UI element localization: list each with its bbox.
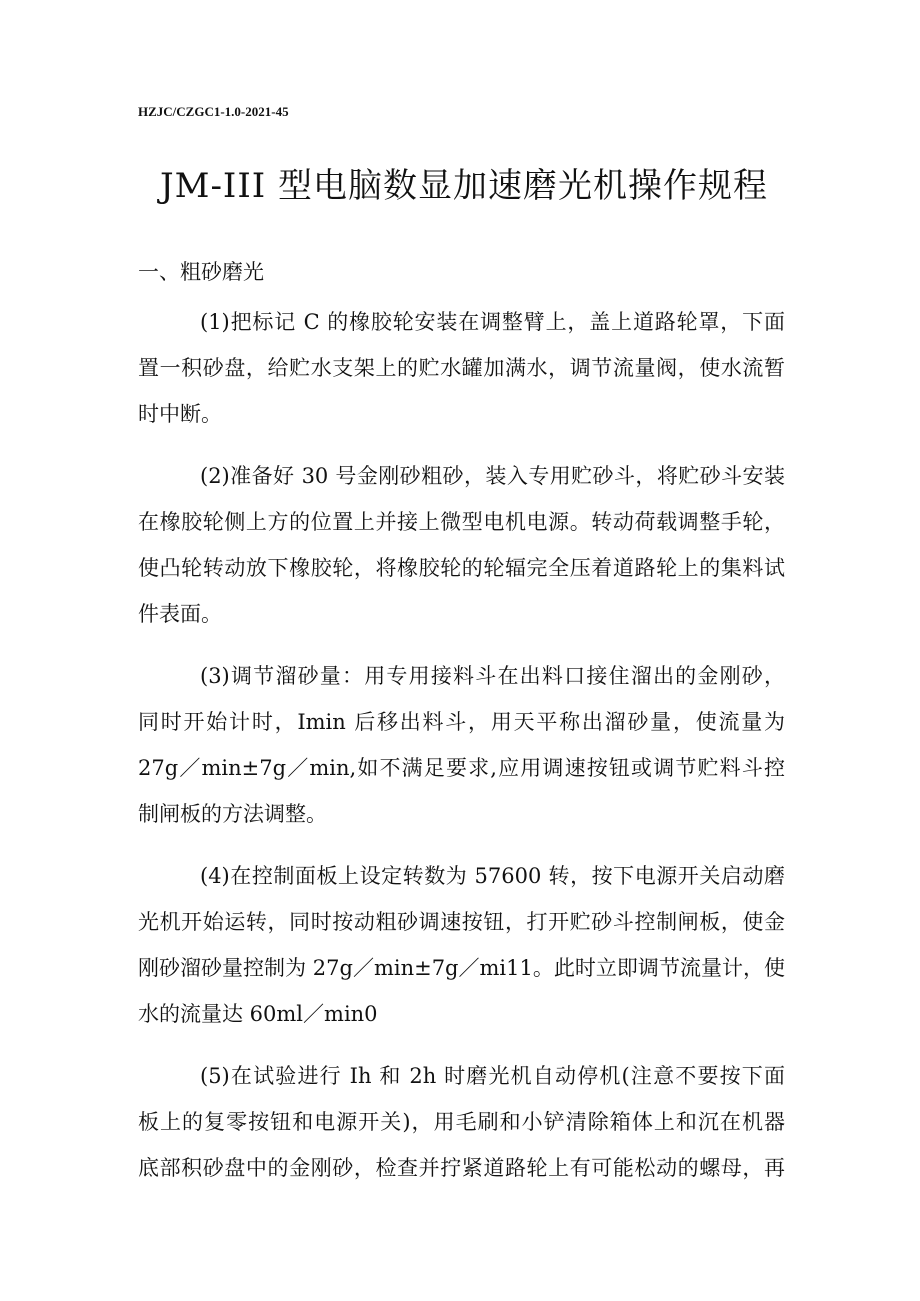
paragraph-line: 置一积砂盘，给贮水支架上的贮水罐加满水，调节流量阀，使水流暂 — [138, 356, 785, 380]
paragraph-line: 板上的复零按钮和电源开关)，用毛刷和小铲清除箱体上和沉在机器 — [138, 1110, 785, 1134]
paragraph-line: 底部积砂盘中的金刚砂，检查并拧紧道路轮上有可能松动的螺母，再 — [138, 1156, 785, 1180]
paragraph-line: (4)在控制面板上设定转数为 57600 转，按下电源开关启动磨 — [200, 864, 785, 888]
paragraph-line: 时中断。 — [138, 402, 222, 426]
document-code: HZJC/CZGC1-1.0-2021-45 — [138, 104, 289, 119]
paragraph-line: 在橡胶轮侧上方的位置上并接上微型电机电源。转动荷载调整手轮， — [138, 510, 785, 534]
page-title: JM-III 型电脑数显加速磨光机操作规程 — [160, 166, 769, 206]
paragraph-line: 水的流量达 60ml／min0 — [138, 1002, 378, 1026]
paragraph-line: 制闸板的方法调整。 — [138, 802, 327, 826]
paragraph-line: 使凸轮转动放下橡胶轮，将橡胶轮的轮辐完全压着道路轮上的集料试 — [138, 556, 785, 580]
paragraph-line: (2)准备好 30 号金刚砂粗砂，装入专用贮砂斗，将贮砂斗安装 — [200, 464, 785, 488]
paragraph-line: (3)调节溜砂量：用专用接料斗在出料口接住溜出的金刚砂， — [200, 664, 785, 688]
paragraph-line: (5)在试验进行 Ih 和 2h 时磨光机自动停机(注意不要按下面 — [200, 1064, 785, 1088]
section-heading: 一、粗砂磨光 — [138, 260, 264, 284]
paragraph-line: 刚砂溜砂量控制为 27g／min±7g／mi11。此时立即调节流量计，使 — [138, 956, 785, 980]
paragraph-line: 件表面。 — [138, 602, 222, 626]
paragraph-line: 27g／min±7g／min,如不满足要求,应用调速按钮或调节贮料斗控 — [138, 756, 785, 780]
paragraph-line: (1)把标记 C 的橡胶轮安装在调整臂上，盖上道路轮罩，下面 — [200, 310, 785, 334]
paragraph-line: 同时开始计时，Imin 后移出料斗，用天平称出溜砂量，使流量为 — [138, 710, 785, 734]
paragraph-line: 光机开始运转，同时按动粗砂调速按钮，打开贮砂斗控制闸板，使金 — [138, 910, 785, 934]
